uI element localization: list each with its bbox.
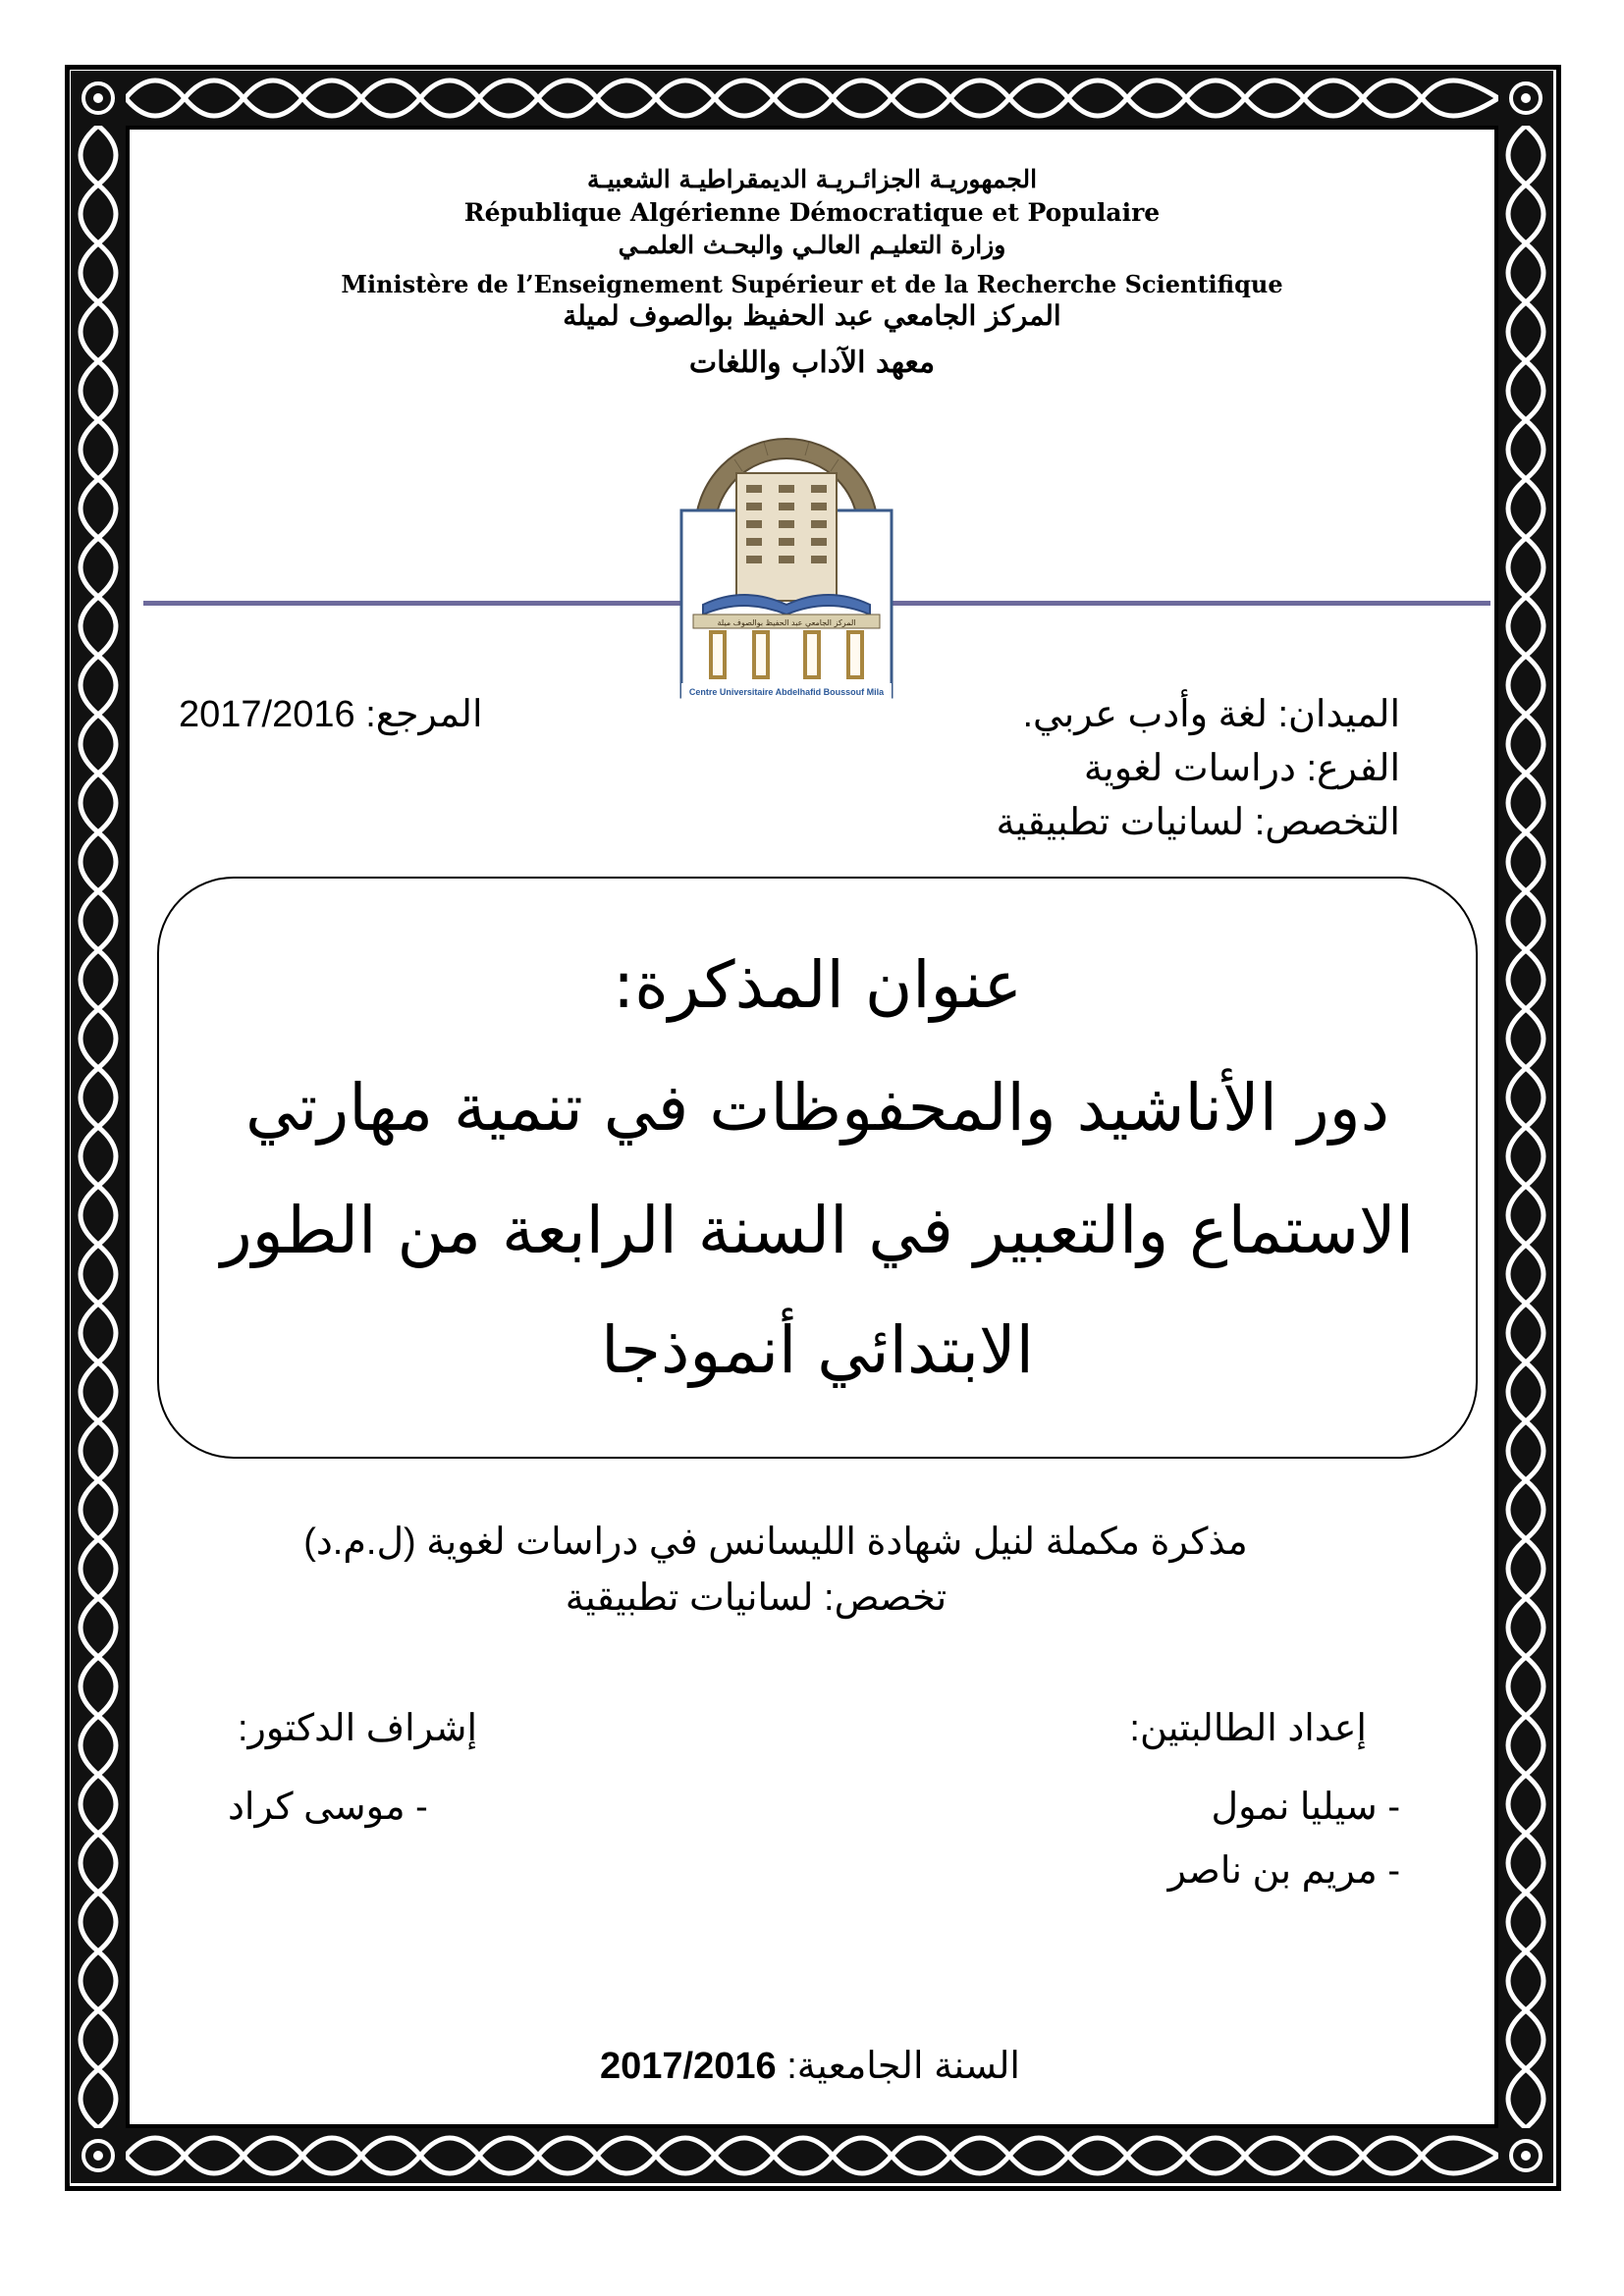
chain-pattern-left <box>71 126 126 2128</box>
border-band-right <box>1498 126 1553 2128</box>
student-name-1: - سيليا نمول <box>1211 1787 1400 1828</box>
header-institute-ar: معهد الآداب واللغات <box>688 346 936 380</box>
border-band-bottom <box>126 2128 1498 2183</box>
header-republic-ar: الجمهوريـة الجزائـريـة الديمقراطيـة الشعبيـة <box>586 165 1038 193</box>
corner-ornament-top-left <box>71 71 126 126</box>
supervisor-name: - موسى كراد <box>228 1787 428 1828</box>
thesis-title-line-1: دور الأناشيد والمحفوظات في تنمية مهارتي <box>244 1070 1390 1146</box>
logo-caption-ar: المركز الجامعي عبد الحفيظ بوالصوف ميلة <box>717 618 856 627</box>
header-republic-fr: République Algérienne Démocratique et Populaire <box>463 198 1161 227</box>
students-heading: إعداد الطالبتين: <box>1129 1708 1367 1749</box>
academic-year-label: السنة الجامعية: <box>786 2046 1020 2087</box>
thesis-title-line-2: الاستماع والتعبير في السنة الرابعة من الطور <box>220 1193 1415 1268</box>
university-logo <box>676 412 897 701</box>
header-ministry-fr: Ministère de l’Enseignement Supérieur et de la Recherche Scientifique <box>341 270 1283 298</box>
border-band-left <box>71 126 126 2128</box>
border-band-top <box>126 71 1498 126</box>
chain-pattern-right <box>1498 126 1553 2128</box>
thesis-title-label: عنوان المذكرة: <box>612 947 1023 1023</box>
chain-pattern-bottom <box>126 2128 1498 2183</box>
specialty-label: التخصص: لسانيات تطبيقية <box>996 802 1400 843</box>
academic-year <box>565 2044 1056 2088</box>
corner-ornament-bottom-left <box>71 2128 126 2183</box>
degree-statement: مذكرة مكملة لنيل شهادة الليسانس في دراسات لغوية (ل.م.د) <box>303 1522 1248 1563</box>
corner-ornament-top-right <box>1498 71 1553 126</box>
supervisor-heading: إشراف الدكتور: <box>238 1708 478 1749</box>
header-ministry-ar: وزارة التعليـم العالـي والبحـث العلمـي <box>618 231 1006 259</box>
header-center-ar: المركز الجامعي عبد الحفيظ بوالصوف لميلة <box>563 299 1061 332</box>
degree-specialty: تخصص: لسانيات تطبيقية <box>565 1577 947 1619</box>
reference-label: المرجع: 2017/2016 <box>179 694 483 735</box>
thesis-title-line-3: الابتدائي أنموذجا <box>601 1312 1034 1388</box>
chain-pattern-top <box>126 71 1498 126</box>
corner-ornament-bottom-right <box>1498 2128 1553 2183</box>
logo-caption-fr: Centre Universitaire Abdelhafid Boussouf Mila <box>688 687 885 697</box>
academic-year-value: 2017/2016 <box>600 2046 777 2087</box>
branch-label: الفرع: دراسات لغوية <box>1083 748 1400 789</box>
thesis-title-box <box>157 877 1478 1459</box>
student-name-2: - مريم بن ناصر <box>1167 1850 1400 1892</box>
field-label: الميدان: لغة وأدب عربي. <box>1022 694 1400 735</box>
